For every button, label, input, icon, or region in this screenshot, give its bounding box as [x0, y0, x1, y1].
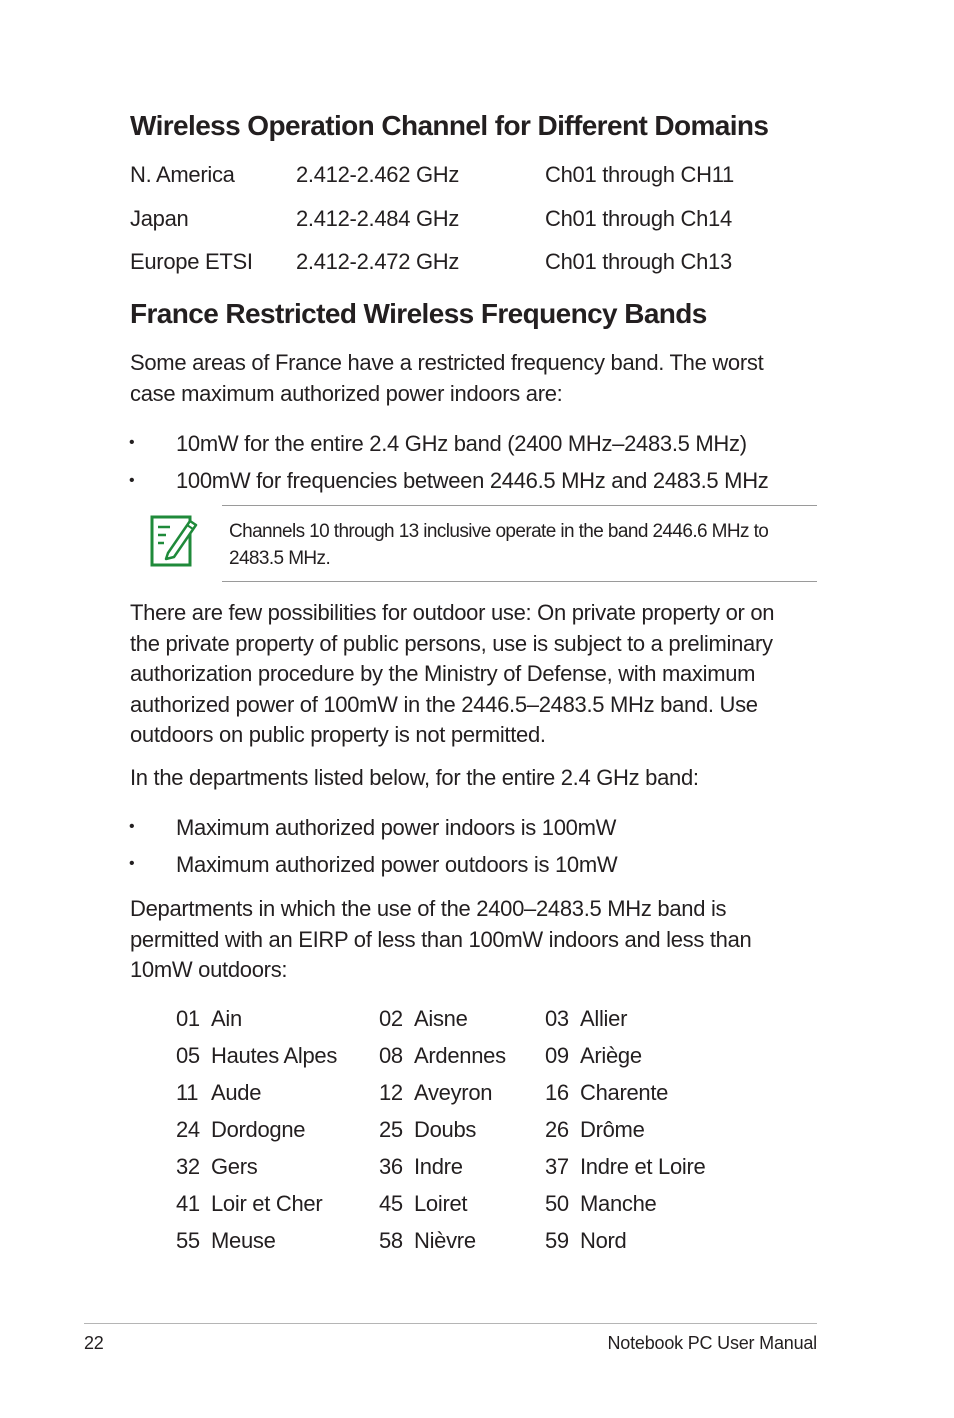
department-number: 05: [176, 1043, 200, 1068]
department-name: Nord: [580, 1228, 627, 1253]
department-name: Indre: [414, 1154, 463, 1179]
paragraph-line: In the departments listed below, for the entire 2.4 GHz band:: [130, 765, 699, 790]
list-item: 100mW for frequencies between 2446.5 MHz and 2483.5 MHz: [176, 468, 769, 493]
department-name: Charente: [580, 1080, 669, 1105]
department-name: Hautes Alpes: [211, 1043, 338, 1068]
wireless-channel-heading: Wireless Operation Channel for Different Domains: [130, 110, 769, 141]
paragraph-line: outdoors on public property is not permitted.: [130, 722, 546, 747]
list-item: Maximum authorized power indoors is 100mW: [176, 815, 617, 840]
note-pencil-icon: [148, 511, 200, 569]
frequency-cell: 2.412-2.462 GHz: [296, 162, 460, 187]
manual-title: Notebook PC User Manual: [607, 1333, 817, 1353]
paragraph-line: authorized power of 100mW in the 2446.5–2483.5 MHz band. Use: [130, 691, 758, 717]
note-top-divider: [222, 505, 817, 506]
department-number: 09: [545, 1043, 569, 1068]
department-number: 01: [176, 1006, 200, 1031]
bullet-icon: •: [129, 472, 135, 489]
bullet-icon: •: [129, 434, 135, 451]
eirp-paragraph: [130, 894, 830, 986]
note-line: 2483.5 MHz.: [229, 548, 331, 569]
department-name: Doubs: [414, 1117, 477, 1142]
region-cell: Japan: [130, 206, 189, 231]
france-intro-paragraph: [130, 348, 830, 409]
bullet-icon: •: [129, 818, 135, 835]
department-number: 11: [176, 1080, 199, 1105]
paragraph-line: Departments in which the use of the 2400–2483.5 MHz band is: [130, 896, 727, 921]
department-name: Loiret: [414, 1191, 468, 1216]
department-name: Dordogne: [211, 1117, 306, 1142]
department-name: Drôme: [580, 1117, 645, 1142]
department-number: 37: [545, 1154, 569, 1179]
note-text: [229, 518, 768, 572]
frequency-cell: 2.412-2.472 GHz: [296, 249, 460, 274]
paragraph-line: the private property of public persons, use is subject to a preliminary: [130, 630, 773, 656]
region-cell: Europe ETSI: [130, 249, 253, 274]
list-item: Maximum authorized power outdoors is 10mW: [176, 852, 618, 877]
department-name: Ariège: [580, 1043, 642, 1068]
paragraph-line: 10mW outdoors:: [130, 957, 288, 982]
list-item: 10mW for the entire 2.4 GHz band (2400 MHz–2483.5 MHz): [176, 431, 747, 456]
channels-cell: Ch01 through Ch13: [545, 249, 732, 274]
footer-divider: [84, 1323, 817, 1324]
department-number: 25: [379, 1117, 403, 1142]
department-name: Allier: [580, 1006, 628, 1031]
department-name: Ain: [211, 1006, 242, 1031]
note-line: Channels 10 through 13 inclusive operate in the band 2446.6 MHz to: [229, 521, 769, 542]
paragraph-line: authorization procedure by the Ministry of Defense, with maximum: [130, 661, 756, 686]
department-number: 36: [379, 1154, 403, 1179]
departments-intro: [130, 763, 830, 794]
department-number: 02: [379, 1006, 403, 1031]
region-cell: N. America: [130, 162, 235, 187]
department-number: 41: [176, 1191, 200, 1216]
note-bottom-divider: [222, 581, 817, 582]
department-number: 26: [545, 1117, 569, 1142]
bullet-icon: •: [129, 855, 135, 872]
department-name: Manche: [580, 1191, 657, 1216]
department-number: 59: [545, 1228, 569, 1253]
department-name: Gers: [211, 1154, 258, 1179]
page-number: 22: [84, 1333, 104, 1353]
department-name: Aisne: [414, 1006, 468, 1031]
paragraph-line: permitted with an EIRP of less than 100mW indoors and less than: [130, 926, 752, 952]
department-name: Meuse: [211, 1228, 276, 1253]
outdoor-use-paragraph: [130, 598, 830, 751]
channels-cell: Ch01 through Ch14: [545, 206, 732, 231]
frequency-cell: 2.412-2.484 GHz: [296, 206, 460, 231]
paragraph-line: Some areas of France have a restricted frequency band. The worst: [130, 350, 764, 375]
department-name: Loir et Cher: [211, 1191, 323, 1216]
channels-cell: Ch01 through CH11: [545, 162, 734, 187]
paragraph-line: There are few possibilities for outdoor use: On private property or on: [130, 600, 775, 625]
department-name: Aude: [211, 1080, 262, 1105]
department-number: 32: [176, 1154, 200, 1179]
department-number: 45: [379, 1191, 403, 1216]
department-number: 50: [545, 1191, 569, 1216]
department-number: 58: [379, 1228, 403, 1253]
department-number: 08: [379, 1043, 403, 1068]
department-name: Indre et Loire: [580, 1154, 706, 1179]
department-number: 55: [176, 1228, 200, 1253]
paragraph-line: case maximum authorized power indoors are:: [130, 380, 563, 406]
department-number: 16: [545, 1080, 569, 1105]
department-name: Aveyron: [414, 1080, 493, 1105]
department-name: Ardennes: [414, 1043, 506, 1068]
department-number: 03: [545, 1006, 569, 1031]
department-name: Nièvre: [414, 1228, 476, 1253]
france-restricted-heading: France Restricted Wireless Frequency Bands: [130, 298, 707, 329]
department-number: 12: [379, 1080, 403, 1105]
department-number: 24: [176, 1117, 200, 1142]
